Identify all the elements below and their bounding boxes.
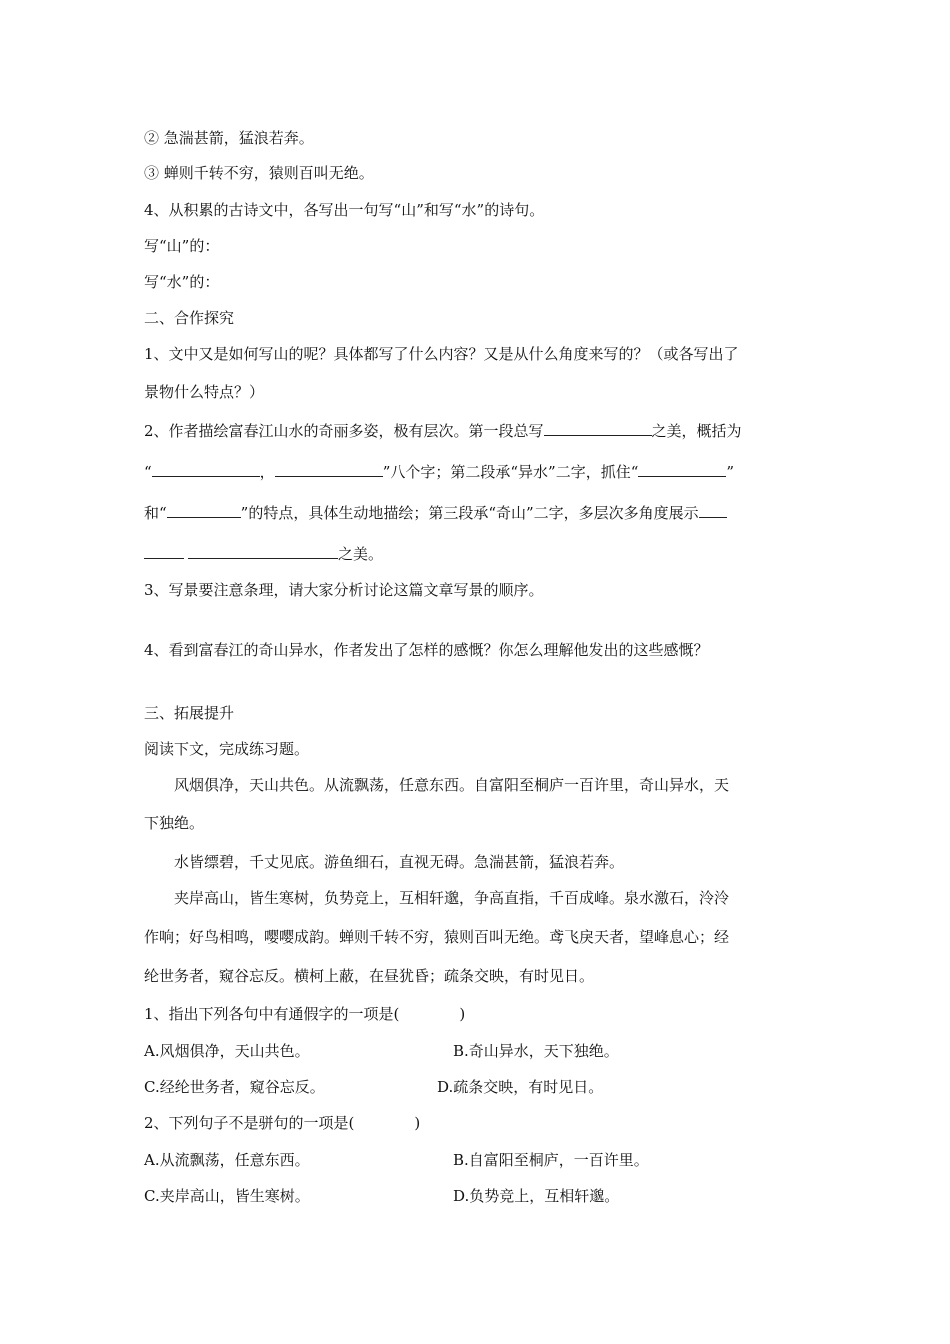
inquiry-question-1-cont: 景物什么特点？） <box>144 383 265 401</box>
exercise-1-option-c[interactable]: C.经纶世务者，窥谷忘反。 <box>144 1078 325 1096</box>
exercise-1: 1、指出下列各句中有通假字的一项是( ) <box>144 1005 466 1023</box>
answer-line-2: ② 急湍甚箭，猛浪若奔。 <box>144 129 314 147</box>
exercise-1-option-b[interactable]: B.奇山异水，天下独绝。 <box>453 1042 619 1060</box>
inquiry-question-1: 1、文中又是如何写山的呢？具体都写了什么内容？又是从什么角度来写的？（或各写出了 <box>144 345 739 363</box>
exercise-2-option-b[interactable]: B.自富阳至桐庐，一百许里。 <box>453 1151 649 1169</box>
text-segment: ”八个字；第二段承“异水”二字，抓住“ <box>382 463 639 481</box>
fill-blank[interactable] <box>544 421 652 436</box>
fill-blank[interactable] <box>699 503 727 518</box>
exercise-1-option-a[interactable]: A.风烟俱净，天山共色。 <box>144 1042 310 1060</box>
inquiry-question-2-line-4 <box>144 544 383 564</box>
fill-blank[interactable] <box>144 544 184 559</box>
exercise-2-option-d[interactable]: D.负势竞上，互相轩邈。 <box>453 1187 620 1205</box>
passage-paragraph-1-cont: 下独绝。 <box>144 814 205 832</box>
exercise-2-option-a[interactable]: A.从流飘荡，任意东西。 <box>144 1151 310 1169</box>
text-segment: 和“ <box>144 504 167 522</box>
exercise-1-option-d[interactable]: D.疏条交映，有时见日。 <box>437 1078 604 1096</box>
inquiry-question-2-line-2 <box>144 462 734 482</box>
text-segment: 之美。 <box>338 545 384 563</box>
fill-blank[interactable] <box>152 462 260 477</box>
inquiry-question-2-line-1 <box>144 421 742 441</box>
section-heading-3: 三、拓展提升 <box>144 704 235 722</box>
passage-paragraph-1: 风烟俱净，天山共色。从流飘荡，任意东西。自富阳至桐庐一百许里，奇山异水，天 <box>174 776 730 794</box>
section-heading-2: 二、合作探究 <box>144 309 235 327</box>
answer-line-3: ③ 蝉则千转不穷，猿则百叫无绝。 <box>144 164 374 182</box>
passage-paragraph-3-cont-2: 纶世务者，窥谷忘反。横柯上蔽，在昼犹昏；疏条交映，有时见日。 <box>144 967 595 985</box>
passage-paragraph-2: 水皆缥碧，千丈见底。游鱼细石，直视无碍。急湍甚箭，猛浪若奔。 <box>174 853 625 871</box>
passage-paragraph-3: 夹岸高山，皆生寒树，负势竞上，互相轩邈，争高直指，千百成峰。泉水激石，泠泠 <box>174 889 730 907</box>
question-4: 4、从积累的古诗文中，各写出一句写“山”和写“水”的诗句。 <box>144 201 545 219</box>
write-mountain-prompt: 写“山”的： <box>144 237 220 255</box>
exercise-2-option-c[interactable]: C.夹岸高山，皆生寒树。 <box>144 1187 310 1205</box>
text-segment: ， <box>259 463 275 481</box>
write-water-prompt: 写“水”的： <box>144 273 220 291</box>
fill-blank[interactable] <box>638 462 726 477</box>
text-segment: 2、作者描绘富春江山水的奇丽多姿，极有层次。第一段总写 <box>144 422 544 440</box>
text-segment: 之美，概括为 <box>651 422 742 440</box>
inquiry-question-3: 3、写景要注意条理，请大家分析讨论这篇文章写景的顺序。 <box>144 581 544 599</box>
text-segment: ”的特点，具体生动地描绘；第三段承“奇山”二字，多层次多角度展示 <box>240 504 699 522</box>
fill-blank[interactable] <box>275 462 383 477</box>
inquiry-question-2-line-3 <box>144 503 727 523</box>
reading-instruction: 阅读下文，完成练习题。 <box>144 740 310 758</box>
text-segment: ” <box>726 463 735 481</box>
fill-blank[interactable] <box>167 503 241 518</box>
exercise-2: 2、下列句子不是骈句的一项是( ) <box>144 1114 421 1132</box>
text-segment: “ <box>144 463 152 481</box>
fill-blank[interactable] <box>188 544 338 559</box>
inquiry-question-4: 4、看到富春江的奇山异水，作者发出了怎样的感慨？你怎么理解他发出的这些感慨？ <box>144 641 709 659</box>
passage-paragraph-3-cont-1: 作响；好鸟相鸣，嘤嘤成韵。蝉则千转不穷，猿则百叫无绝。鸢飞戾天者，望峰息心；经 <box>144 928 730 946</box>
